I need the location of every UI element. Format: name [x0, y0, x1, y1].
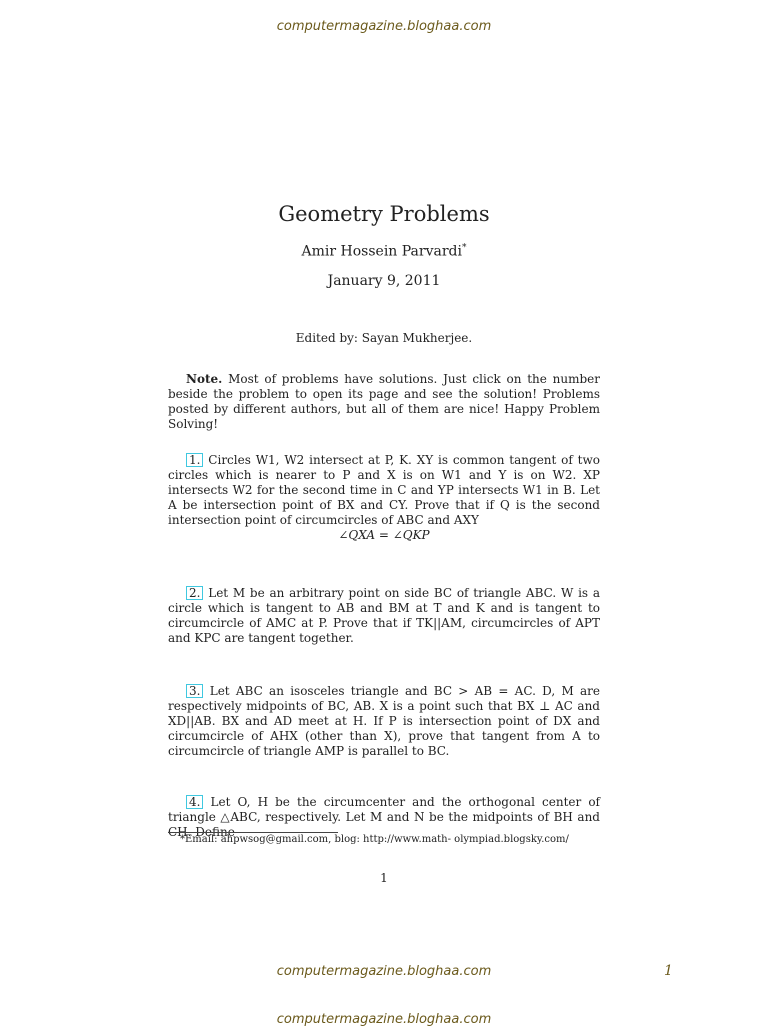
next-page-header-site-link[interactable]: computermagazine.bloghaa.com: [276, 1012, 492, 1027]
author-name: Amir Hossein Parvardi: [301, 243, 462, 260]
page-number: 1: [380, 871, 388, 885]
problem-1-link[interactable]: 1.: [186, 453, 203, 467]
footnote-rule: [168, 832, 338, 833]
problem-1: [168, 453, 600, 543]
problem-3-text: Let ABC an isosceles triangle and BC > AB = AC. D, M are respectively midpoints of BC, AB. X is a point such that BX ⊥ AC and XD||AB. BX and AD meet at H. If P is intersection point of DX and circumcircle of AHX (other than X), prove that tangent from A to circumcircle of triangle AMP is parallel to BC.: [168, 684, 600, 758]
note-paragraph: [168, 372, 600, 432]
author-line: [0, 243, 768, 260]
problem-2-text: Let M be an arbitrary point on side BC of triangle ABC. W is a circle which is tangent to AB and BM at T and K and is tangent to circumcircle of AMC at P. Prove that if TK||AM, circumcircles of APT and KPC are tangent together.: [168, 586, 600, 645]
footer-site-link[interactable]: computermagazine.bloghaa.com: [276, 964, 492, 979]
problem-2-link[interactable]: 2.: [186, 586, 203, 600]
footer-page-number: 1: [664, 963, 673, 979]
author-footnote: *Email: ahpwsog@gmail.com, blog: http://www.math- olympiad.blogsky.com/: [180, 834, 569, 845]
author-footnote-mark: *: [461, 243, 467, 253]
problem-3: [168, 684, 600, 759]
problem-4-link[interactable]: 4.: [186, 795, 203, 809]
note-text: Most of problems have solutions. Just click on the number beside the problem to open its page and see the solution! Problems posted by different authors, but all of them are nice! Happy Problem Solving!: [168, 372, 600, 431]
note-label: Note.: [186, 372, 223, 386]
problem-2: [168, 586, 600, 646]
problem-4-text: Let O, H be the circumcenter and the orthogonal center of triangle △ABC, respectively. Let M and N be the midpoints of BH and CH. Define: [168, 795, 600, 839]
document-date: January 9, 2011: [327, 273, 441, 289]
editor-credit: Edited by: Sayan Mukherjee.: [295, 331, 473, 345]
problem-3-link[interactable]: 3.: [186, 684, 203, 698]
document-title: Geometry Problems: [278, 202, 490, 226]
problem-1-formula: ∠QXA = ∠QKP: [338, 528, 430, 542]
header-site-link[interactable]: computermagazine.bloghaa.com: [276, 19, 492, 34]
problem-1-text: Circles W1, W2 intersect at P, K. XY is common tangent of two circles which is nearer to P and X is on W1 and Y is on W2. XP intersects W2 for the second time in C and YP intersects W1 in B. Let A be intersection point of BX and CY. Prove that if Q is the second intersection point of circumcircles of ABC and AXY: [168, 453, 600, 527]
